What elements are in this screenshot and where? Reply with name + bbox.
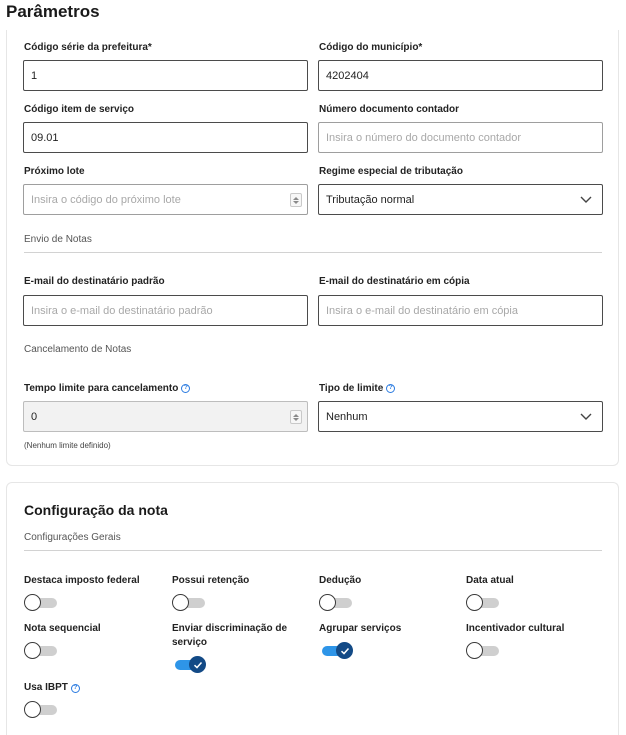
envio-notas-section: Envio de Notas <box>24 234 602 253</box>
toggle-destaca-imposto-federal[interactable] <box>24 594 60 612</box>
toggle-deducao[interactable] <box>319 594 355 612</box>
chevron-down-icon <box>579 411 593 423</box>
toggle-label-usa-ibpt: Usa IBPT ? <box>24 681 80 695</box>
tempo-limite-label: Tempo limite para cancelamento ? <box>24 383 190 394</box>
check-icon <box>193 660 203 670</box>
regime-especial-select[interactable]: Tributação normal <box>318 184 603 215</box>
numero-documento-contador-label: Número documento contador <box>319 104 460 115</box>
email-copia-label: E-mail do destinatário em cópia <box>319 276 470 287</box>
toggle-label-agrupar-servicos: Agrupar serviços <box>319 623 402 634</box>
toggle-label-data-atual: Data atual <box>466 575 514 586</box>
configuracoes-gerais-section: Configurações Gerais <box>24 532 602 551</box>
toggle-label-enviar-discriminacao: Enviar discriminação de serviço <box>172 623 288 648</box>
codigo-item-servico-label: Código item de serviço <box>24 104 135 115</box>
toggle-incentivador-cultural[interactable] <box>466 642 502 660</box>
toggle-possui-retencao[interactable] <box>172 594 208 612</box>
toggle-label-possui-retencao: Possui retenção <box>172 575 250 586</box>
toggle-usa-ibpt[interactable] <box>24 701 60 719</box>
email-padrao-input[interactable]: Insira o e-mail do destinatário padrão <box>23 295 308 326</box>
help-circle-icon[interactable]: ? <box>181 384 190 393</box>
proximo-lote-input[interactable]: Insira o código do próximo lote <box>23 184 308 215</box>
toggle-label-incentivador-cultural: Incentivador cultural <box>466 623 565 634</box>
regime-especial-label: Regime especial de tributação <box>319 166 463 177</box>
numero-documento-contador-input[interactable]: Insira o número do documento contador <box>318 122 603 153</box>
codigo-item-servico-input[interactable]: 09.01 <box>23 122 308 153</box>
tipo-limite-label: Tipo de limite ? <box>319 383 395 394</box>
page-title: Parâmetros <box>6 2 100 21</box>
toggle-data-atual[interactable] <box>466 594 502 612</box>
toggle-enviar-discriminacao-servico[interactable] <box>172 656 208 674</box>
toggle-label-nota-sequencial: Nota sequencial <box>24 623 101 634</box>
toggle-label-deducao: Dedução <box>319 575 362 586</box>
email-padrao-label: E-mail do destinatário padrão <box>24 276 165 287</box>
tempo-limite-input[interactable]: 0 <box>23 401 308 432</box>
configuracao-nota-title: Configuração da nota <box>24 502 168 518</box>
codigo-municipio-label: Código do município* <box>319 42 423 53</box>
parametros-card <box>6 30 619 466</box>
tempo-limite-hint: (Nenhum limite definido) <box>24 441 111 450</box>
number-spinner-icon[interactable] <box>290 193 302 207</box>
help-circle-icon[interactable]: ? <box>386 384 395 393</box>
email-copia-input[interactable]: Insira o e-mail do destinatário em cópia <box>318 295 603 326</box>
toggle-nota-sequencial[interactable] <box>24 642 60 660</box>
codigo-municipio-input[interactable]: 4202404 <box>318 60 603 91</box>
toggle-agrupar-servicos[interactable] <box>319 642 355 660</box>
codigo-serie-label: Código série da prefeitura* <box>24 42 152 53</box>
toggle-label-destaca-imposto: Destaca imposto federal <box>24 575 140 586</box>
proximo-lote-label: Próximo lote <box>24 166 85 177</box>
cancelamento-section: Cancelamento de Notas <box>24 344 132 355</box>
number-spinner-icon[interactable] <box>290 410 302 424</box>
chevron-down-icon <box>579 194 593 206</box>
help-circle-icon[interactable]: ? <box>71 684 80 693</box>
tipo-limite-select[interactable]: Nenhum <box>318 401 603 432</box>
configuracao-nota-card <box>6 482 619 735</box>
check-icon <box>340 646 350 656</box>
codigo-serie-input[interactable]: 1 <box>23 60 308 91</box>
